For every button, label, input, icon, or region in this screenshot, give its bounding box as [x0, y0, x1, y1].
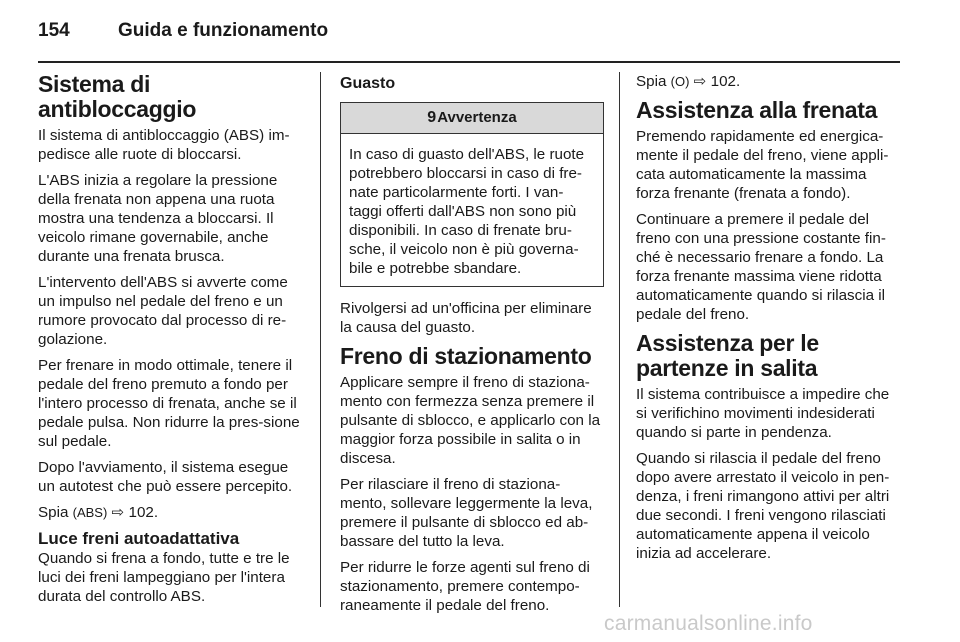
- paragraph: Premendo rapidamente ed energica-mente il pedale del freno, viene appli-cata automaticamente la massima forza frenante (frenata a fondo).: [636, 128, 889, 202]
- heading-assistenza-frenata: Assistenza alla frenata: [636, 97, 878, 123]
- warning-box: [340, 102, 604, 287]
- paragraph: Rivolgersi ad un'officina per eliminare la causa del guasto.: [340, 300, 592, 336]
- watermark: carmanualsonline.info: [604, 612, 813, 635]
- paragraph: Il sistema contribuisce a impedire che si verifichino movimenti indesiderati quando si parte in pendenza.: [636, 386, 890, 441]
- paragraph: Per ridurre le forze agenti sul freno di stazionamento, premere contempo-raneamente il pedale del freno.: [340, 559, 590, 614]
- column-divider: [619, 72, 620, 607]
- warning-symbol: 9: [427, 109, 437, 126]
- paragraph: Quando si frena a fondo, tutte e tre le luci dei freni lampeggiano per l'intera durata del controllo ABS.: [38, 550, 290, 605]
- spia-label: Spia: [636, 73, 667, 90]
- paragraph: Quando si rilascia il pedale del freno dopo avere arrestato il veicolo in pen-denza, i freni rimangono attivi per altri due secondi. I freni vengono rilasciati automaticamente appena il veicolo inizia ad accelerare.: [636, 450, 890, 562]
- warning-light-reference: [38, 503, 308, 522]
- heading-guasto: Guasto: [340, 75, 396, 92]
- page-header: [38, 20, 918, 44]
- paragraph: Dopo l'avviamento, il sistema esegue un autotest che può essere percepito.: [38, 459, 293, 495]
- heading-luce-freni: Luce freni autoadattativa: [38, 529, 240, 548]
- paragraph: L'ABS inizia a regolare la pressione della frenata non appena una ruota mostra una tendenza a bloccarsi. Il veicolo rimane governabile, anche durante una frenata brusca.: [38, 172, 278, 265]
- paragraph: Continuare a premere il pedale del freno con una pressione costante fin-ché è necessario frenare a fondo. La forza frenante massima viene ridotta automaticamente quando si rilascia il pedale del freno.: [636, 211, 886, 323]
- column-right: [636, 72, 902, 570]
- column-middle: [340, 72, 604, 622]
- page-ref[interactable]: 102.: [128, 504, 159, 521]
- arrow-icon: ⇨: [111, 504, 125, 521]
- column-divider: [320, 72, 321, 607]
- paragraph: Applicare sempre il freno di staziona-mento con fermezza senza premere il pulsante di sblocco, e applicarlo con la maggior forza possibile in salita o in discesa.: [340, 374, 601, 467]
- arrow-icon: ⇨: [693, 73, 707, 90]
- paragraph: Il sistema di antibloccaggio (ABS) im-pedisce alle ruote di bloccarsi.: [38, 127, 290, 163]
- spia-label: Spia: [38, 504, 69, 521]
- header-rule: [38, 61, 900, 63]
- heading-partenze-salita: Assistenza per le partenze in salita: [636, 330, 819, 381]
- warning-light-reference: [636, 72, 902, 91]
- chapter-title: Guida e funzionamento: [118, 20, 329, 41]
- paragraph: L'intervento dell'ABS si avverte come un impulso nel pedale del freno e un rumore provocato dal processo di re-golazione.: [38, 274, 288, 348]
- warning-text: In caso di guasto dell'ABS, le ruote potrebbero bloccarsi in caso di fre-nate particolarmente forti. I van-taggi offerti dall'ABS non sono più disponibili. In caso di frenate bru-sche, il veicolo non è più governa-bile e potrebbe sbandare.: [349, 146, 585, 277]
- brake-light-icon: (O): [670, 74, 690, 89]
- page-number: 154: [38, 20, 70, 41]
- page-ref[interactable]: 102.: [710, 73, 741, 90]
- heading-abs: Sistema di antibloccaggio: [38, 71, 197, 122]
- abs-light-icon: (ABS): [72, 505, 108, 520]
- heading-freno-stazionamento: Freno di stazionamento: [340, 343, 592, 369]
- warning-header: [341, 103, 603, 134]
- paragraph: Per frenare in modo ottimale, tenere il pedale del freno premuto a fondo per l'intero processo di frenata, anche se il pedale pulsa. Non ridurre la pres-sione sul pedale.: [38, 357, 300, 450]
- column-left: [38, 72, 308, 613]
- warning-title: Avvertenza: [437, 109, 517, 126]
- paragraph: Per rilasciare il freno di staziona-mento, sollevare leggermente la leva, premere il pulsante di sblocco ed ab-bassare del tutto la leva.: [340, 476, 593, 550]
